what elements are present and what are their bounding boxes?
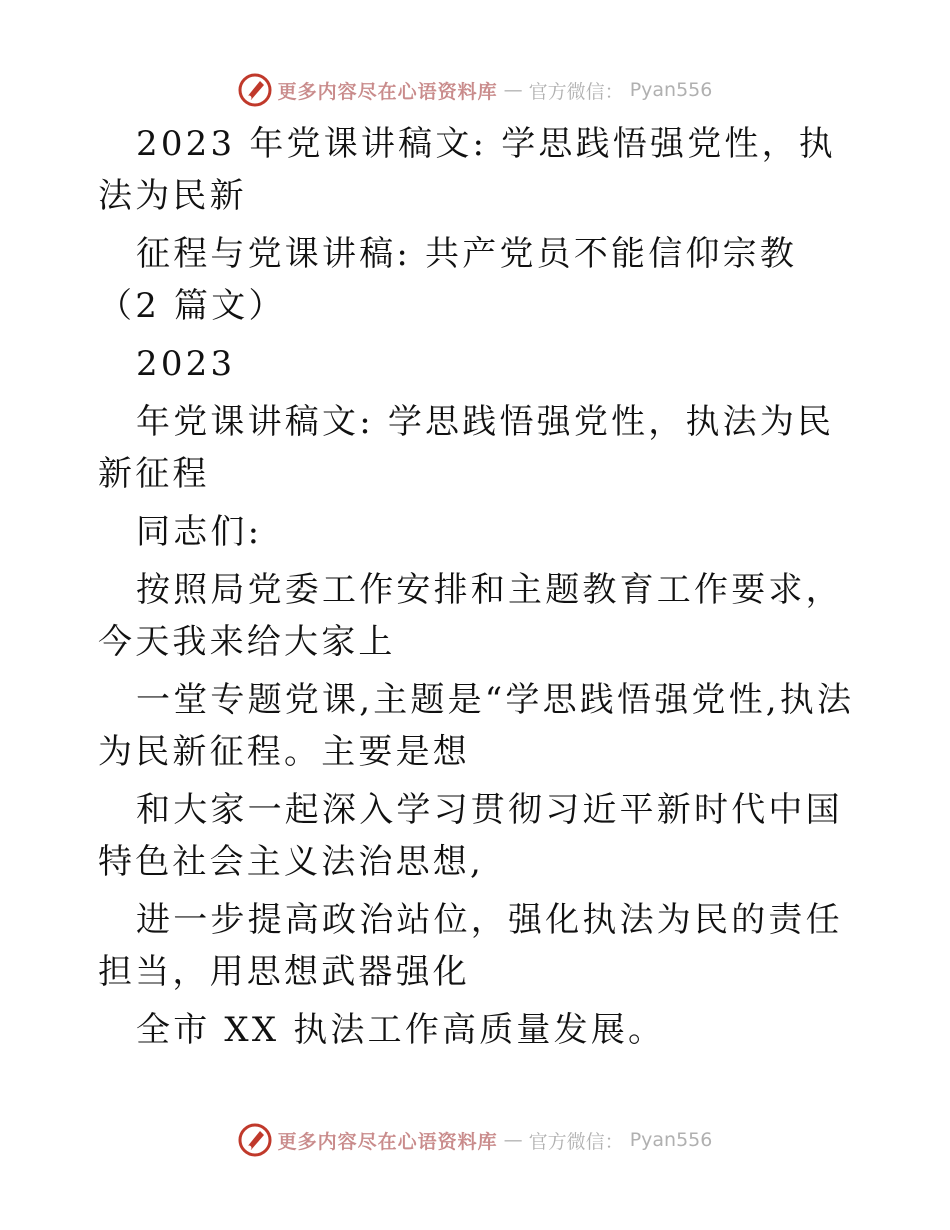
paragraph-6: 按照局党委工作安排和主题教育工作要求，今天我来给大家上 (98, 570, 843, 662)
header-watermark (0, 70, 950, 110)
paragraph-10: 全市 XX 执法工作高质量发展。 (136, 1010, 666, 1050)
watermark-site-text: 更多内容尽在心语资料库 (277, 80, 498, 103)
paragraph-9: 进一步提高政治站位，强化执法为民的责任担当，用思想武器强化 (98, 900, 843, 992)
paragraph-3: 2023 (136, 344, 236, 384)
watermark-wechat-id: Pyan556 (629, 1129, 713, 1151)
document-body (98, 118, 858, 1056)
paragraph-5: 同志们: (136, 512, 263, 552)
paragraph-8: 和大家一起深入学习贯彻习近平新时代中国特色社会主义法治思想, (98, 790, 843, 882)
watermark-separator: — (503, 79, 523, 101)
paragraph-7: 一堂专题党课,主题是“学思践悟强党性,执法为民新征程。主要是想 (98, 680, 855, 772)
paragraph-4: 年党课讲稿文: 学思践悟强党性，执法为民新征程 (98, 402, 835, 494)
watermark-wechat-label: 官方微信： (528, 80, 624, 103)
footer-watermark (0, 1120, 950, 1160)
watermark-wechat-label: 官方微信： (528, 1130, 624, 1153)
watermark-site-text: 更多内容尽在心语资料库 (277, 1130, 498, 1153)
logo-icon (238, 1123, 272, 1157)
watermark-wechat-id: Pyan556 (629, 79, 713, 101)
logo-icon (238, 73, 272, 107)
watermark-separator: — (503, 1129, 523, 1151)
paragraph-1: 2023 年党课讲稿文: 学思践悟强党性，执法为民新 (98, 124, 836, 216)
paragraph-2: 征程与党课讲稿: 共产党员不能信仰宗教（2 篇文） (98, 234, 798, 326)
